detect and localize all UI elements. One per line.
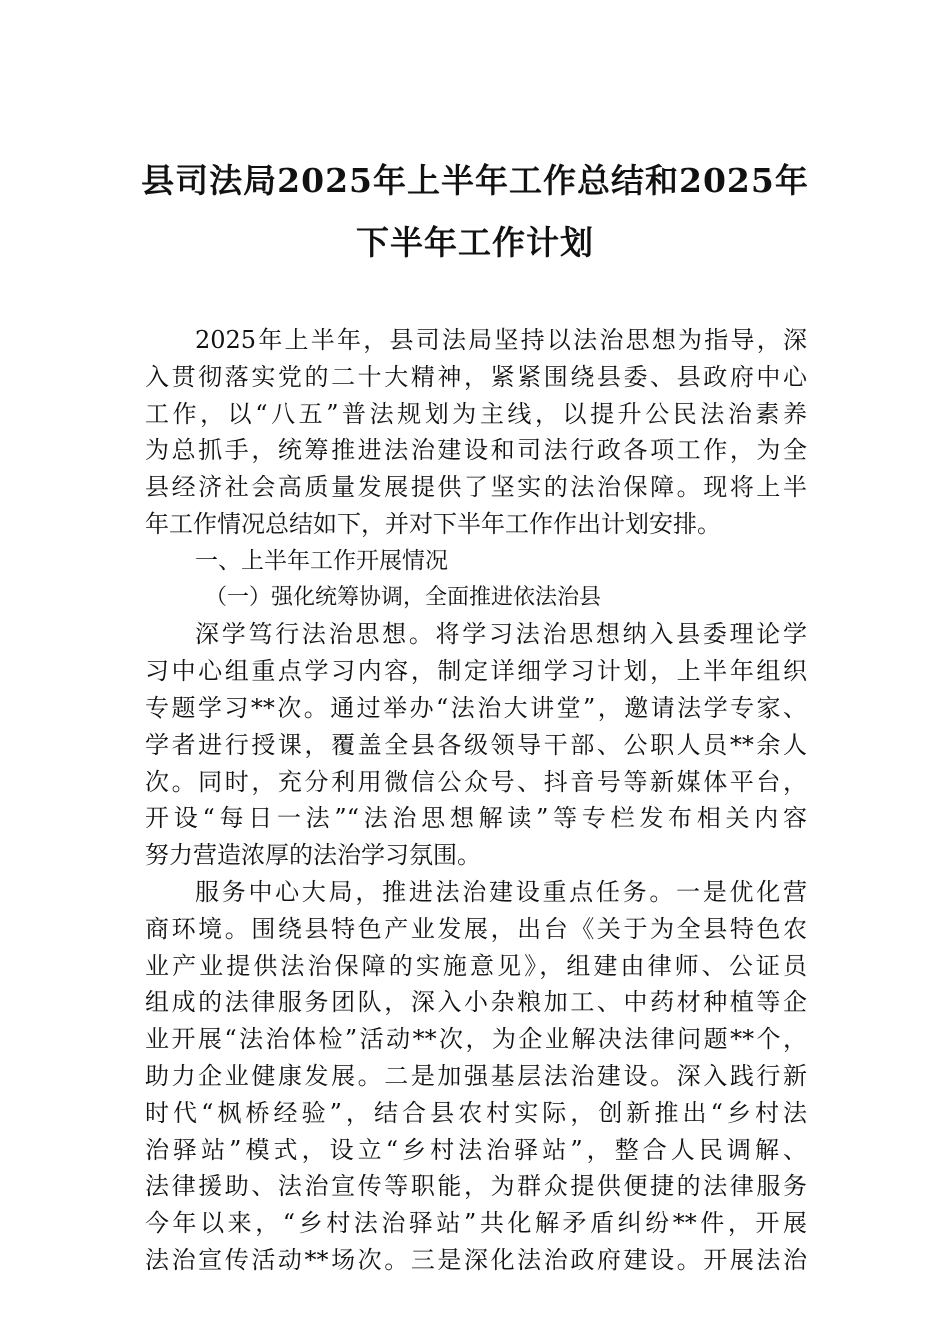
- document-body: [145, 322, 807, 1279]
- paragraph-line: 法律援助、法治宣传等职能，为群众提供便捷的法律服务: [145, 1172, 807, 1201]
- intro-line: 入贯彻落实党的二十大精神，紧紧围绕县委、县政府中心: [145, 362, 807, 391]
- intro-line: 年工作情况总结如下，并对下半年工作作出计划安排。: [145, 509, 721, 538]
- paragraph-line: 商环境。围绕县特色产业发展，出台《关于为全县特色农: [145, 914, 807, 943]
- paragraph-line: 今年以来，“乡村法治驿站”共化解矛盾纠纷**件，开展: [145, 1209, 807, 1238]
- intro-line: 2025年上半年，县司法局坚持以法治思想为指导，深: [195, 326, 807, 354]
- paragraph-line: 习中心组重点学习内容，制定详细学习计划，上半年组织: [145, 657, 807, 686]
- paragraph-line: 开设“每日一法”“法治思想解读”等专栏发布相关内容: [145, 804, 807, 833]
- document-title: [120, 150, 830, 274]
- paragraph-line: 组成的法律服务团队，深入小杂粮加工、中药材种植等企: [145, 988, 807, 1017]
- paragraph-line: 努力营造浓厚的法治学习氛围。: [145, 841, 481, 870]
- paragraph-line: 专题学习**次。通过举办“法治大讲堂”，邀请法学专家、: [145, 693, 807, 722]
- paragraph-line: 次。同时，充分利用微信公众号、抖音号等新媒体平台，: [145, 767, 807, 796]
- paragraph-line: 学者进行授课，覆盖全县各级领导干部、公职人员**余人: [145, 730, 807, 759]
- paragraph-line: 法治宣传活动**场次。三是深化法治政府建设。开展法治: [145, 1245, 807, 1274]
- title-line-1: 县司法局2025年上半年工作总结和2025年: [141, 161, 809, 200]
- title-line-2: 下半年工作计划: [356, 223, 594, 262]
- paragraph-line: 业开展“法治体检”活动**次，为企业解决法律问题**个，: [145, 1025, 807, 1054]
- paragraph-line: 深学笃行法治思想。将学习法治思想纳入县委理论学: [195, 620, 807, 649]
- intro-line: 县经济社会高质量发展提供了坚实的法治保障。现将上半: [145, 473, 807, 502]
- intro-line: 工作，以“八五”普法规划为主线，以提升公民法治素养: [145, 399, 807, 428]
- intro-line: 为总抓手，统筹推进法治建设和司法行政各项工作，为全: [145, 436, 807, 465]
- subsection-heading: （一）强化统筹协调，全面推进依法治县: [205, 584, 602, 610]
- paragraph-line: 时代“枫桥经验”，结合县农村实际，创新推出“乡村法: [145, 1098, 807, 1127]
- paragraph-line: 助力企业健康发展。二是加强基层法治建设。深入践行新: [145, 1061, 807, 1090]
- paragraph-line: 治驿站”模式，设立“乡村法治驿站”，整合人民调解、: [145, 1135, 807, 1164]
- paragraph-line: 服务中心大局，推进法治建设重点任务。一是优化营: [195, 877, 807, 906]
- paragraph-line: 业产业提供法治保障的实施意见》，组建由律师、公证员: [145, 951, 807, 980]
- section-heading: 一、上半年工作开展情况: [195, 547, 448, 574]
